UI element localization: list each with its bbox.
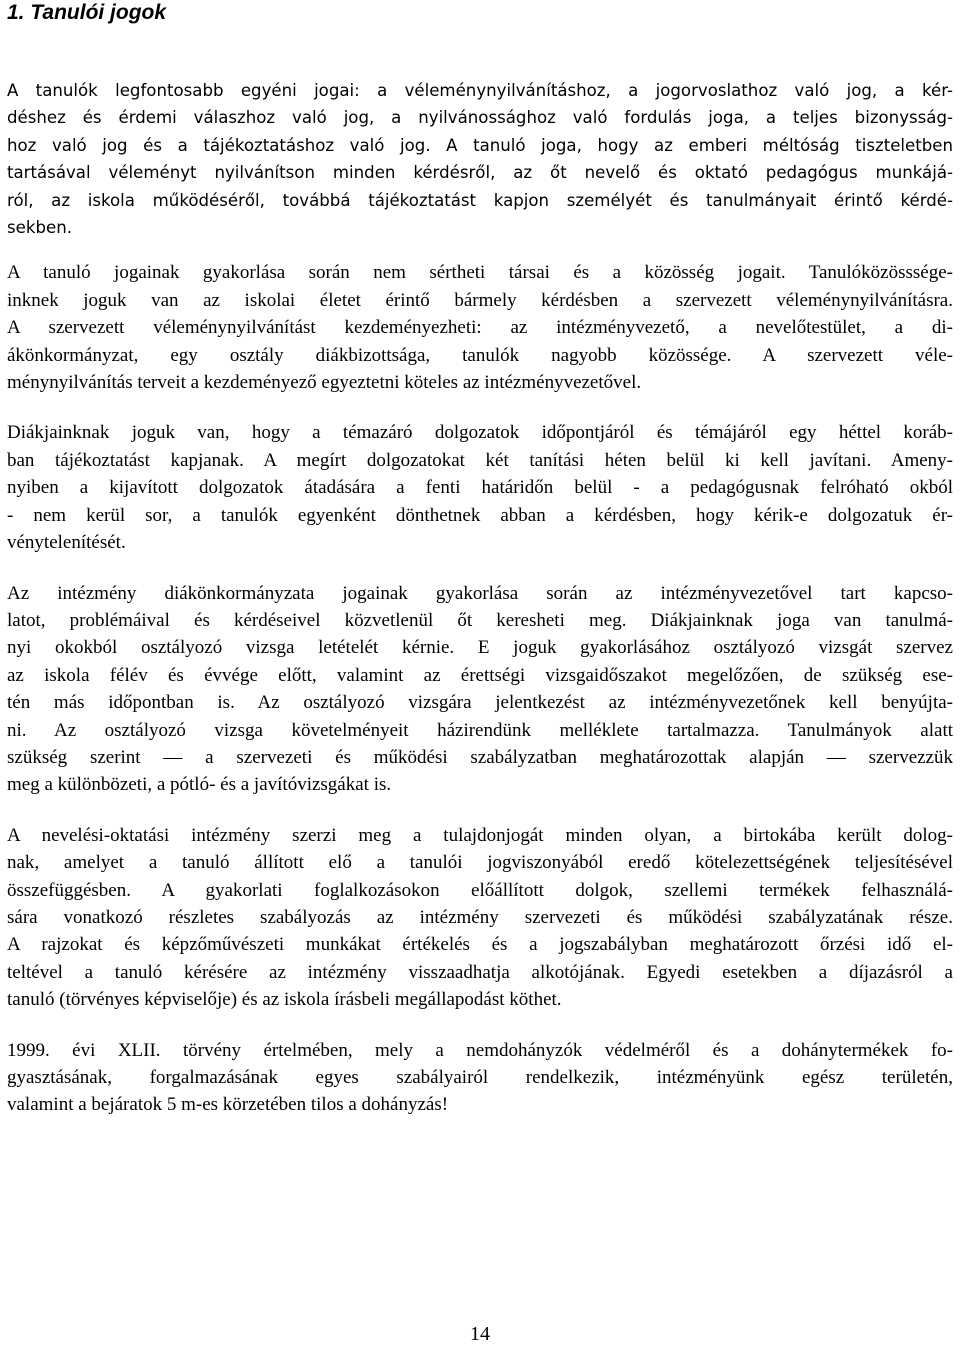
text-line: A rajzokat és képzőművészeti munkákat értékelés és a jogszabályban meghatározott őrzési idő el- [7, 934, 953, 956]
text-line: A tanulók legfontosabb egyéni jogai: a véleménynyilvánításhoz, a jogorvoslathoz való jog, a kér- [7, 81, 953, 100]
text-line: Diákjainknak joguk van, hogy a témazáró dolgozatok időpontjáról és témájáról egy héttel koráb- [7, 422, 953, 444]
text-line: Az intézmény diákönkormányzata jogainak gyakorlása során az intézményvezetővel tart kapcso- [7, 582, 953, 604]
text-line: valamint a bejáratok 5 m-es körzetében tilos a dohányzás! [7, 1094, 449, 1116]
text-line: 1999. évi XLII. törvény értelmében, mely a nemdohányzók védelméről és a dohánytermékek fo- [7, 1039, 953, 1061]
text-line: A nevelési-oktatási intézmény szerzi meg a tulajdonjogát minden olyan, a birtokába került dolog- [7, 824, 953, 846]
paragraph-student-rights [7, 77, 953, 241]
text-line: nyi okokból osztályozó vizsga letételét kérnie. E joguk gyakorlásához osztályozó vizsgát szervez [7, 637, 953, 659]
text-line: ménynyilvánítás terveit a kezdeményező egyeztetni köteles az intézményvezetővel. [7, 372, 642, 394]
text-line: teltével a tanuló kérésére az intézmény visszaadhatja alkotójának. Egyedi esetekben a díjazásról a [7, 961, 953, 983]
text-line: tartásával véleményt nyilvánítson minden kérdésről, az őt nevelő és oktató pedagógus munkájá- [7, 163, 953, 183]
text-line: ni. Az osztályozó vizsga követelményeit házirendünk melléklete tartalmazza. Tanulmányok alatt [7, 719, 953, 741]
paragraph-student-council [7, 580, 953, 799]
text-line: nyiben a kijavított dolgozatok átadására a fenti határidőn belül - a pedagógusnak felróható okból [7, 477, 953, 499]
text-line: déshez és érdemi válaszhoz való jog, a nyilvánossághoz való fordulás joga, a teljes bizonysság- [7, 108, 953, 128]
text-line: ról, az iskola működéséről, továbbá tájékoztatást kapjon személyét és tanulmányait érintő kérdé- [7, 190, 953, 210]
document-page [7, 0, 953, 1119]
text-line: összefüggésben. A gyakorlati foglalkozásokon előállított dolgok, szellemi termékek felhasználá- [7, 879, 953, 901]
paragraph-smoking-law [7, 1037, 953, 1119]
text-line: az iskola félév és évvége előtt, valamint az érettségi vizsgaidőszakot megelőzően, de szükség ese- [7, 664, 953, 686]
page-number: 14 [470, 1323, 490, 1345]
text-line: vénytelenítését. [7, 532, 126, 554]
text-line: gyasztásának, forgalmazásának egyes szabályairól rendelkezik, intézményünk egész területén, [7, 1067, 953, 1088]
section-heading: 1. Tanulói jogok [7, 1, 167, 24]
text-line: hoz való jog és a tájékoztatáshoz való jog. A tanuló joga, hogy az emberi méltóság tiszteletben [7, 135, 953, 155]
text-line: inknek joguk van az iskolai életet érintő bármely kérdésben a szervezett véleménynyilvánításra. [7, 289, 953, 311]
text-line: tén más időpontban is. Az osztályozó vizsgára jelentkezést az intézményvezetőnek kell benyújta- [7, 692, 953, 714]
text-line: tanuló (törvényes képviselője) és az iskola írásbeli megállapodást köthet. [7, 989, 562, 1011]
text-line: meg a különbözeti, a pótló- és a javítóvizsgákat is. [7, 774, 392, 796]
text-line: - nem kerül sor, a tanulók egyenként dönthetnek abban a kérdésben, hogy kérik-e dolgozatuk ér- [7, 504, 953, 526]
paragraph-ownership [7, 822, 953, 1014]
text-line: sára vonatkozó részletes szabályozás az intézmény szervezeti és működési szabályzatának része. [7, 906, 953, 928]
paragraph-tests [7, 419, 953, 556]
paragraph-community-rights [7, 259, 953, 396]
text-line: A szervezett véleménynyilvánítást kezdeményezheti: az intézményvezető, a nevelőtestület, a di- [7, 317, 953, 339]
text-line: ákönkormányzat, egy osztály diákbizottsága, tanulók nagyobb közössége. A szervezett véle- [7, 344, 953, 366]
text-line: latot, problémáival és kérdéseivel közvetlenül őt keresheti meg. Diákjainknak joga van tanulmá- [7, 609, 953, 631]
text-line: nak, amelyet a tanuló állított elő a tanulói jogviszonyából eredő kötelezettségének teljesítésével [7, 852, 953, 874]
text-line: A tanuló jogainak gyakorlása során nem sértheti társai és a közösség jogait. Tanulóközösssége- [7, 262, 953, 284]
text-line: sekben. [7, 218, 72, 238]
text-line: ban tájékoztatást kapjanak. A megírt dolgozatokat két tanítási héten belül ki kell javítani. Ameny- [7, 449, 953, 471]
text-line: szükség szerint — a szervezeti és működési szabályzatban meghatározottak alapján — szervezzük [7, 746, 953, 768]
